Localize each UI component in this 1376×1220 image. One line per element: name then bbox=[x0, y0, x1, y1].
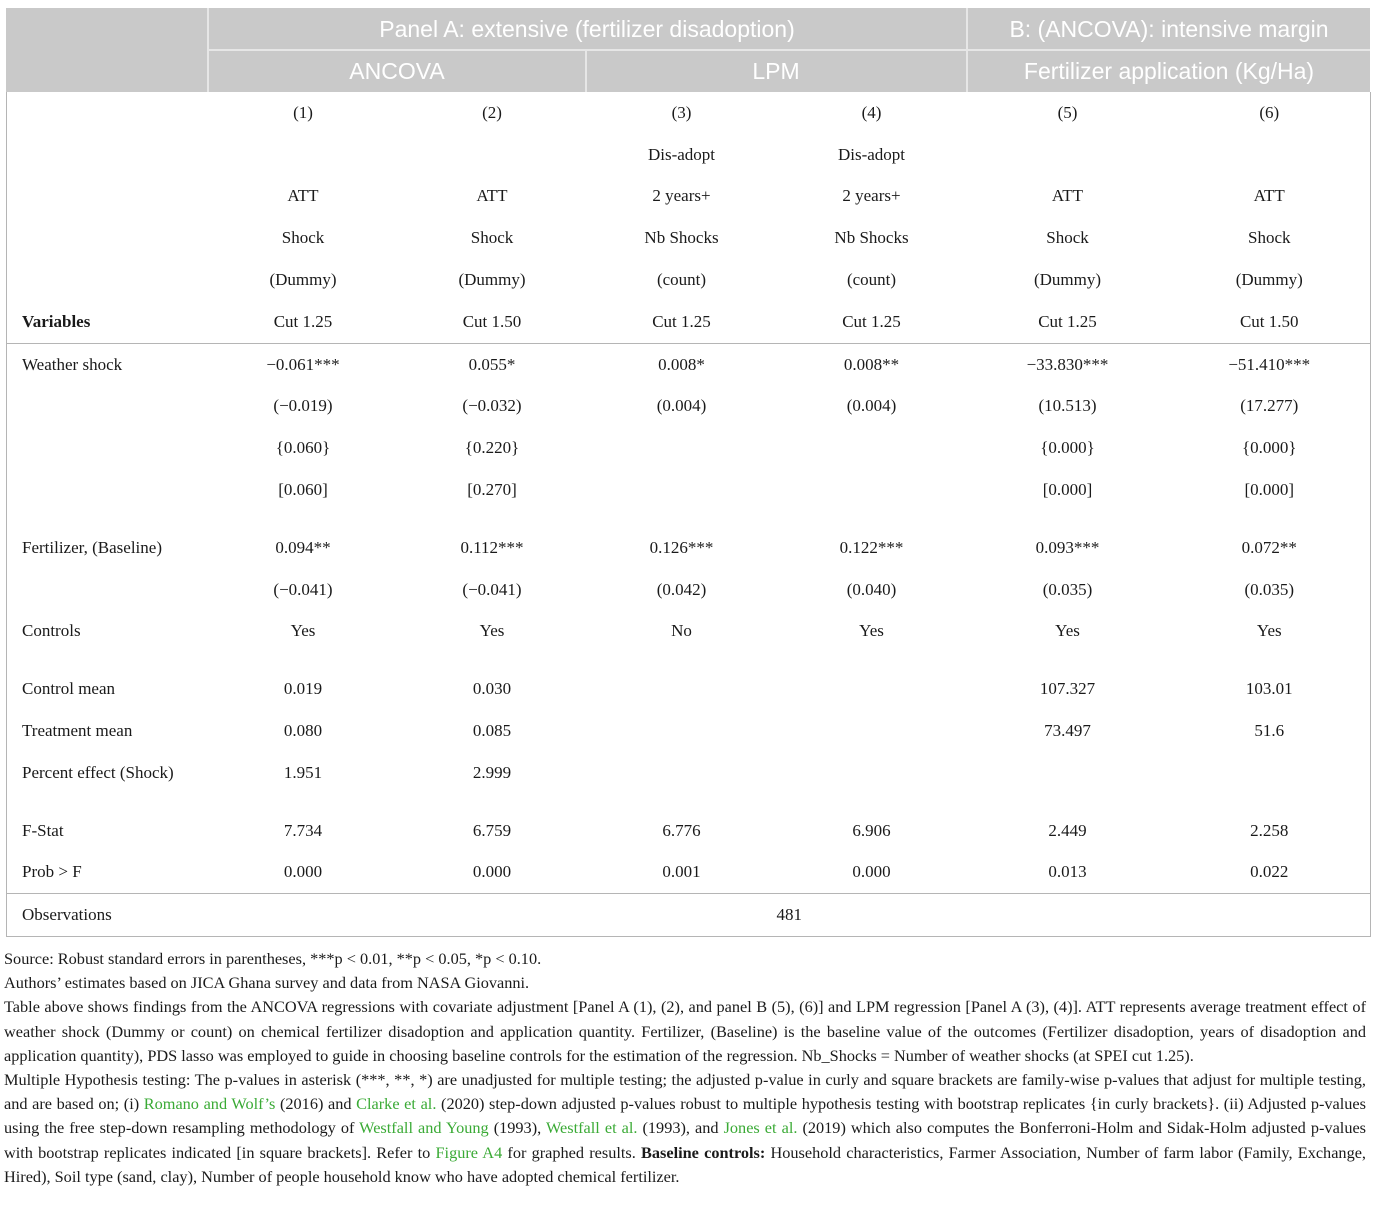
column-header-cell: (Dummy) bbox=[269, 270, 337, 290]
table-cell: (0.042) bbox=[656, 579, 707, 599]
column-header-cell: ATT bbox=[476, 186, 508, 206]
table-cell: 0.001 bbox=[662, 862, 701, 882]
table-cell: [0.000] bbox=[1042, 480, 1093, 500]
note-text: (1993), bbox=[488, 1118, 546, 1138]
column-header-cell: Cut 1.50 bbox=[1239, 311, 1299, 331]
row-label: Weather shock bbox=[7, 343, 209, 385]
column-header-cell: Shock bbox=[281, 228, 325, 248]
note-text: (2020) step-down adjusted p-values robust to multiple hypothesis testing with bootstrap replicates {in curly brackets}. (ii) Adjusted p-values using the free step-down resampling methodology of bbox=[4, 1094, 1366, 1138]
table-row bbox=[7, 386, 1371, 428]
table-row bbox=[7, 752, 1371, 794]
table-row bbox=[7, 527, 1371, 569]
table-cell: 7.734 bbox=[283, 820, 323, 840]
table-cell: {0.220} bbox=[464, 438, 520, 458]
table-cell: (17.277) bbox=[1240, 396, 1299, 416]
column-header-cell: (4) bbox=[861, 102, 882, 122]
row-label bbox=[7, 92, 209, 134]
spacer-cell bbox=[967, 794, 1169, 810]
table-cell: (0.004) bbox=[846, 396, 897, 416]
row-label: Controls bbox=[22, 621, 81, 641]
spacer-cell bbox=[1169, 652, 1371, 668]
column-header-cell: (6) bbox=[1259, 102, 1280, 122]
table-cell bbox=[587, 752, 777, 794]
column-header-cell: (Dummy) bbox=[1033, 270, 1102, 290]
multiple-testing-note bbox=[4, 1068, 1366, 1189]
spacer-cell bbox=[777, 652, 967, 668]
note-text: Multiple Hypothesis testing: The p-values in asterisk (***, **, *) are unadjusted for multiple testing; the adjusted p-value in curly and square brackets are family-wise p-values that adjust for multiple testing, and are based on; (i) bbox=[4, 1070, 1366, 1114]
table-cell: 6.906 bbox=[852, 820, 891, 840]
table-cell: 6.776 bbox=[662, 820, 701, 840]
table-cell: 0.122*** bbox=[839, 537, 904, 557]
row-label: Treatment mean bbox=[22, 721, 133, 741]
table-cell: (−0.041) bbox=[462, 579, 522, 599]
table-row bbox=[7, 569, 1371, 611]
table-row bbox=[7, 469, 1371, 511]
table-notes bbox=[4, 947, 1366, 1189]
row-label: F-Stat bbox=[22, 820, 64, 840]
table-header bbox=[6, 8, 1370, 92]
column-header-cell: Cut 1.25 bbox=[652, 311, 711, 331]
column-header-cell: (count) bbox=[846, 270, 897, 290]
column-header-cell: (1) bbox=[293, 102, 313, 122]
row-label bbox=[7, 259, 209, 301]
table-cell: {0.000} bbox=[1241, 438, 1297, 458]
column-header-cell: Cut 1.25 bbox=[273, 311, 333, 331]
spacer-cell bbox=[967, 652, 1169, 668]
table-cell: (−0.041) bbox=[273, 579, 333, 599]
column-header-cell: Dis-adopt bbox=[647, 144, 716, 164]
row-label bbox=[7, 134, 209, 176]
table-cell: [0.270] bbox=[467, 480, 517, 500]
column-descriptor-row bbox=[7, 301, 1371, 343]
table-cell: 0.085 bbox=[472, 721, 512, 741]
table-cell: Yes bbox=[290, 621, 316, 641]
column-header-cell: Shock bbox=[470, 228, 514, 248]
table-cell: 0.022 bbox=[1250, 862, 1289, 882]
table-cell: Yes bbox=[1256, 621, 1282, 641]
column-header-cell: (Dummy) bbox=[458, 270, 526, 290]
row-label: Percent effect (Shock) bbox=[22, 762, 174, 782]
table-cell: 0.094** bbox=[275, 537, 331, 557]
table-cell: (0.004) bbox=[656, 396, 707, 416]
row-label: Prob > F bbox=[22, 862, 82, 882]
table-cell: 0.000 bbox=[472, 862, 512, 882]
column-header-cell: (count) bbox=[656, 270, 707, 290]
column-header-cell: Dis-adopt bbox=[837, 144, 906, 164]
table-cell bbox=[967, 752, 1169, 794]
table-cell: 0.000 bbox=[283, 862, 323, 882]
spacer-row bbox=[7, 794, 1371, 810]
table-cell: 107.327 bbox=[1039, 679, 1096, 699]
spacer-row bbox=[7, 652, 1371, 668]
note-text: (1993), and bbox=[637, 1118, 724, 1138]
row-label: Fertilizer, (Baseline) bbox=[22, 537, 162, 557]
row-label bbox=[7, 469, 209, 511]
spacer-cell bbox=[1169, 794, 1371, 810]
table-cell: 51.6 bbox=[1254, 721, 1285, 741]
table-cell: 0.072** bbox=[1241, 537, 1297, 557]
column-header-cell: Cut 1.25 bbox=[842, 311, 901, 331]
table-row bbox=[7, 852, 1371, 894]
row-label bbox=[7, 217, 209, 259]
note-text: Household characteristics, Farmer Association, Number of farm labor (Family, Exchange, Hired), Soil type (sand, clay), Number of people household know who have adopted chemical fertilizer. bbox=[4, 1142, 1367, 1186]
spacer-cell bbox=[587, 652, 777, 668]
table-cell: {0.060} bbox=[275, 438, 331, 458]
table-row bbox=[7, 427, 1371, 469]
note-text: (2016) and bbox=[275, 1094, 357, 1114]
table-row bbox=[7, 710, 1371, 752]
table-cell bbox=[587, 427, 777, 469]
spacer-cell bbox=[587, 511, 777, 527]
column-header-cell: Cut 1.50 bbox=[462, 311, 522, 331]
spacer-cell bbox=[398, 652, 587, 668]
table-cell bbox=[777, 752, 967, 794]
column-descriptor-row bbox=[7, 134, 1371, 176]
table-cell: Yes bbox=[859, 621, 884, 641]
observations-value: 481 bbox=[209, 894, 1371, 937]
column-descriptor-row bbox=[7, 92, 1371, 134]
column-header-cell bbox=[209, 134, 398, 176]
results-table bbox=[6, 8, 1370, 937]
table-row bbox=[7, 611, 1371, 653]
table-row bbox=[7, 668, 1371, 710]
table-cell: (0.035) bbox=[1244, 579, 1295, 599]
header-divider bbox=[585, 50, 587, 92]
table-cell bbox=[587, 469, 777, 511]
spacer-cell bbox=[967, 511, 1169, 527]
row-label bbox=[7, 176, 209, 218]
spacer-cell bbox=[587, 794, 777, 810]
header-divider bbox=[208, 49, 1370, 51]
column-header-cell bbox=[398, 134, 587, 176]
row-label bbox=[7, 386, 209, 428]
romano-wolf-link[interactable]: Romano and Wolf’s bbox=[143, 1094, 276, 1114]
table-cell: 73.497 bbox=[1044, 721, 1091, 741]
table-cell: 0.126*** bbox=[649, 537, 714, 557]
table-cell: −51.410*** bbox=[1169, 343, 1371, 385]
table-cell: (−0.032) bbox=[462, 396, 522, 416]
table-cell: −0.061*** bbox=[209, 343, 398, 385]
table-cell: No bbox=[671, 621, 692, 641]
table-cell: 0.080 bbox=[283, 721, 323, 741]
table-cell: (0.040) bbox=[846, 579, 897, 599]
figure-a4-link[interactable]: Figure A4 bbox=[435, 1142, 503, 1162]
lpm-heading: LPM bbox=[752, 57, 800, 84]
table-cell: Yes bbox=[1055, 621, 1080, 641]
panel-b-heading: B: (ANCOVA): intensive margin bbox=[1009, 15, 1329, 42]
note-text: (2019) which also computes the Bonferroni-Holm and Sidak-Holm adjusted p-values with bootstrap replicates indicated [in square brackets]. Refer to bbox=[4, 1118, 1367, 1162]
column-header-cell: Nb Shocks bbox=[644, 228, 719, 248]
row-label bbox=[7, 569, 209, 611]
spacer-cell bbox=[209, 652, 398, 668]
table-cell: 0.055* bbox=[398, 343, 587, 385]
spacer-cell bbox=[398, 511, 587, 527]
column-header-cell: 2 years+ bbox=[842, 186, 901, 206]
column-descriptor-row bbox=[7, 259, 1371, 301]
table-cell: 0.000 bbox=[852, 862, 891, 882]
variables-label: Variables bbox=[22, 311, 91, 331]
jones-link[interactable]: Jones et al. bbox=[723, 1118, 798, 1138]
column-header-cell: 2 years+ bbox=[652, 186, 711, 206]
column-descriptor-row bbox=[7, 217, 1371, 259]
spacer-cell bbox=[777, 511, 967, 527]
column-header-cell: Shock bbox=[1248, 228, 1291, 248]
table-cell: (−0.019) bbox=[273, 396, 333, 416]
description-note: Table above shows findings from the ANCOVA regressions with covariate adjustment [Panel A (1), (2), and panel B (5), (6)] and LPM regression [Panel A (3), (4)]. ATT represents average treatment effect of weather shock (Dummy or count) on chemical fertilizer disadoption and application quantity. Fertilizer, (Baseline) is the baseline value of the outcomes (Fertilizer disadoption, years of disadoption and application quantity), PDS lasso was employed to guide in choosing baseline controls for the estimation of the regression. Nb_Shocks = Number of weather shocks (at SPEI cut 1.25). bbox=[4, 997, 1366, 1065]
table-body bbox=[6, 92, 1371, 937]
spacer-cell bbox=[1169, 511, 1371, 527]
row-label bbox=[7, 427, 209, 469]
table-cell: 0.019 bbox=[283, 679, 323, 699]
table-cell: (0.035) bbox=[1042, 579, 1093, 599]
spacer-row bbox=[7, 511, 1371, 527]
column-header-cell: (2) bbox=[482, 102, 502, 122]
table-cell bbox=[777, 668, 967, 710]
table-row bbox=[7, 810, 1371, 852]
column-header-cell: (3) bbox=[671, 102, 692, 122]
table-cell bbox=[587, 668, 777, 710]
observations-label: Observations bbox=[7, 894, 209, 937]
row-label: Control mean bbox=[22, 679, 116, 699]
column-descriptor-row bbox=[7, 176, 1371, 218]
spacer-cell bbox=[7, 511, 209, 527]
table-cell bbox=[587, 710, 777, 752]
spacer-cell bbox=[209, 794, 398, 810]
clarke-link[interactable]: Clarke et al. bbox=[356, 1094, 437, 1114]
table-cell: [0.060] bbox=[278, 480, 328, 500]
baseline-controls-label: Baseline controls: bbox=[641, 1142, 766, 1162]
table-cell bbox=[777, 427, 967, 469]
table-cell: 2.999 bbox=[472, 762, 512, 782]
table-cell: 0.112*** bbox=[460, 537, 524, 557]
table-cell: {0.000} bbox=[1040, 438, 1095, 458]
table-cell: 1.951 bbox=[283, 762, 323, 782]
table-cell bbox=[777, 469, 967, 511]
spacer-cell bbox=[398, 794, 587, 810]
column-header-cell: Shock bbox=[1046, 228, 1089, 248]
table-cell: −33.830*** bbox=[967, 343, 1169, 385]
column-header-cell: ATT bbox=[1051, 186, 1084, 206]
column-header-cell: (5) bbox=[1057, 102, 1078, 122]
ancova-heading: ANCOVA bbox=[349, 57, 445, 84]
panel-a-heading: Panel A: extensive (fertilizer disadoption) bbox=[379, 15, 795, 42]
table-cell: 0.008** bbox=[777, 343, 967, 385]
westfall-link[interactable]: Westfall et al. bbox=[545, 1118, 638, 1138]
table-cell: [0.000] bbox=[1244, 480, 1295, 500]
column-header-cell: ATT bbox=[1253, 186, 1285, 206]
column-header-cell: (Dummy) bbox=[1235, 270, 1303, 290]
column-header-cell: Nb Shocks bbox=[834, 228, 909, 248]
table-cell: Yes bbox=[479, 621, 505, 641]
spacer-cell bbox=[209, 511, 398, 527]
table-cell: 0.030 bbox=[472, 679, 512, 699]
column-header-cell: ATT bbox=[287, 186, 319, 206]
table-cell: 103.01 bbox=[1245, 679, 1293, 699]
spacer-cell bbox=[777, 794, 967, 810]
column-header-cell bbox=[1169, 134, 1371, 176]
table-cell bbox=[1169, 752, 1371, 794]
fertilizer-application-heading: Fertilizer application (Kg/Ha) bbox=[1023, 57, 1315, 84]
observations-row bbox=[7, 894, 1371, 937]
authors-note: Authors’ estimates based on JICA Ghana survey and data from NASA Giovanni. bbox=[4, 973, 530, 993]
table-cell: 0.008* bbox=[587, 343, 777, 385]
table-cell: 2.449 bbox=[1048, 820, 1087, 840]
table-cell: (10.513) bbox=[1038, 396, 1097, 416]
westfall-young-link[interactable]: Westfall and Young bbox=[359, 1118, 489, 1138]
column-header-cell bbox=[967, 134, 1169, 176]
table-cell: 2.258 bbox=[1250, 820, 1289, 840]
spacer-cell bbox=[7, 652, 209, 668]
table-row bbox=[7, 343, 1371, 385]
table-cell: 0.013 bbox=[1048, 862, 1087, 882]
table-cell: 0.093*** bbox=[1035, 537, 1100, 557]
column-header-cell: Cut 1.25 bbox=[1038, 311, 1097, 331]
spacer-cell bbox=[7, 794, 209, 810]
note-text: for graphed results. bbox=[502, 1142, 642, 1162]
table-cell: 6.759 bbox=[472, 820, 512, 840]
source-note: Source: Robust standard errors in parentheses, ***p < 0.01, **p < 0.05, *p < 0.10. bbox=[4, 949, 542, 968]
table-cell bbox=[777, 710, 967, 752]
